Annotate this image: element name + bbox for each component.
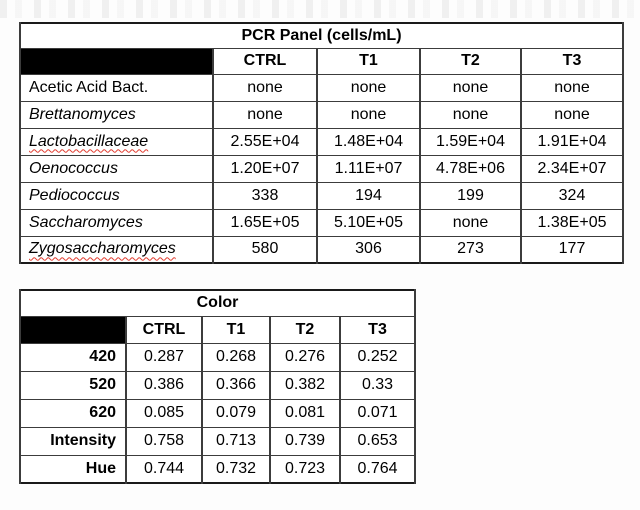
pcr-value-cell: 199 <box>420 182 521 209</box>
pcr-value-cell: 2.34E+07 <box>521 155 623 182</box>
table-row <box>20 371 415 399</box>
pcr-value-cell: 580 <box>213 236 317 263</box>
color-value-cell: 0.732 <box>202 455 270 483</box>
pcr-row-label: Oenococcus <box>20 155 213 182</box>
pcr-value-cell: none <box>213 74 317 101</box>
pcr-row-label: Lactobacillaceae <box>20 128 213 155</box>
table-row <box>20 209 623 236</box>
color-value-cell: 0.382 <box>270 371 340 399</box>
pcr-header-row <box>20 48 623 74</box>
pcr-value-cell: none <box>317 74 420 101</box>
color-corner-black-cell <box>20 316 126 343</box>
pcr-value-cell: none <box>420 209 521 236</box>
pcr-column-header-t1: T1 <box>317 48 420 74</box>
color-value-cell: 0.33 <box>340 371 415 399</box>
color-column-header-ctrl: CTRL <box>126 316 202 343</box>
color-value-cell: 0.386 <box>126 371 202 399</box>
color-value-cell: 0.276 <box>270 343 340 371</box>
color-value-cell: 0.366 <box>202 371 270 399</box>
color-value-cell: 0.744 <box>126 455 202 483</box>
color-value-cell: 0.081 <box>270 399 340 427</box>
pcr-value-cell: 306 <box>317 236 420 263</box>
color-row-label: 520 <box>20 371 126 399</box>
pcr-row-label: Saccharomyces <box>20 209 213 236</box>
color-value-cell: 0.268 <box>202 343 270 371</box>
pcr-value-cell: 1.65E+05 <box>213 209 317 236</box>
color-value-cell: 0.252 <box>340 343 415 371</box>
pcr-value-cell: none <box>317 101 420 128</box>
pcr-column-header-ctrl: CTRL <box>213 48 317 74</box>
pcr-column-header-t2: T2 <box>420 48 521 74</box>
pcr-corner-black-cell <box>20 48 213 74</box>
color-row-label: Hue <box>20 455 126 483</box>
pcr-value-cell: 324 <box>521 182 623 209</box>
color-column-header-t3: T3 <box>340 316 415 343</box>
pcr-value-cell: 1.20E+07 <box>213 155 317 182</box>
pcr-value-cell: 194 <box>317 182 420 209</box>
color-row-label: Intensity <box>20 427 126 455</box>
color-row-label: 420 <box>20 343 126 371</box>
pcr-panel-table <box>19 22 624 264</box>
color-value-cell: 0.079 <box>202 399 270 427</box>
pcr-value-cell: 177 <box>521 236 623 263</box>
color-value-cell: 0.071 <box>340 399 415 427</box>
pcr-value-cell: 338 <box>213 182 317 209</box>
pcr-value-cell: none <box>420 101 521 128</box>
pcr-value-cell: none <box>521 101 623 128</box>
pcr-title-row <box>20 23 623 48</box>
pcr-row-label: Zygosaccharomyces <box>20 236 213 263</box>
color-column-header-t1: T1 <box>202 316 270 343</box>
pcr-value-cell: 2.55E+04 <box>213 128 317 155</box>
table-row <box>20 455 415 483</box>
pcr-value-cell: 1.48E+04 <box>317 128 420 155</box>
pcr-value-cell: 1.11E+07 <box>317 155 420 182</box>
color-value-cell: 0.758 <box>126 427 202 455</box>
pcr-table-title: PCR Panel (cells/mL) <box>20 23 623 48</box>
pcr-value-cell: none <box>521 74 623 101</box>
color-table-title: Color <box>20 290 415 316</box>
table-row <box>20 427 415 455</box>
pcr-column-header-t3: T3 <box>521 48 623 74</box>
color-value-cell: 0.723 <box>270 455 340 483</box>
pcr-value-cell: 273 <box>420 236 521 263</box>
pcr-value-cell: none <box>420 74 521 101</box>
color-value-cell: 0.764 <box>340 455 415 483</box>
table-row <box>20 399 415 427</box>
table-row <box>20 128 623 155</box>
table-row <box>20 343 415 371</box>
pcr-value-cell: 1.91E+04 <box>521 128 623 155</box>
color-value-cell: 0.739 <box>270 427 340 455</box>
table-row <box>20 182 623 209</box>
table-row <box>20 155 623 182</box>
scan-noise-strip <box>0 0 640 18</box>
pcr-value-cell: 1.59E+04 <box>420 128 521 155</box>
color-column-header-t2: T2 <box>270 316 340 343</box>
pcr-row-label: Brettanomyces <box>20 101 213 128</box>
color-value-cell: 0.085 <box>126 399 202 427</box>
color-row-label: 620 <box>20 399 126 427</box>
pcr-value-cell: 1.38E+05 <box>521 209 623 236</box>
pcr-row-label: Pediococcus <box>20 182 213 209</box>
color-header-row <box>20 316 415 343</box>
color-value-cell: 0.653 <box>340 427 415 455</box>
pcr-row-label: Acetic Acid Bact. <box>20 74 213 101</box>
pcr-value-cell: 5.10E+05 <box>317 209 420 236</box>
pcr-value-cell: none <box>213 101 317 128</box>
color-title-row <box>20 290 415 316</box>
table-row <box>20 101 623 128</box>
color-value-cell: 0.713 <box>202 427 270 455</box>
color-table <box>19 289 416 484</box>
table-row <box>20 74 623 101</box>
color-value-cell: 0.287 <box>126 343 202 371</box>
table-row <box>20 236 623 263</box>
pcr-value-cell: 4.78E+06 <box>420 155 521 182</box>
